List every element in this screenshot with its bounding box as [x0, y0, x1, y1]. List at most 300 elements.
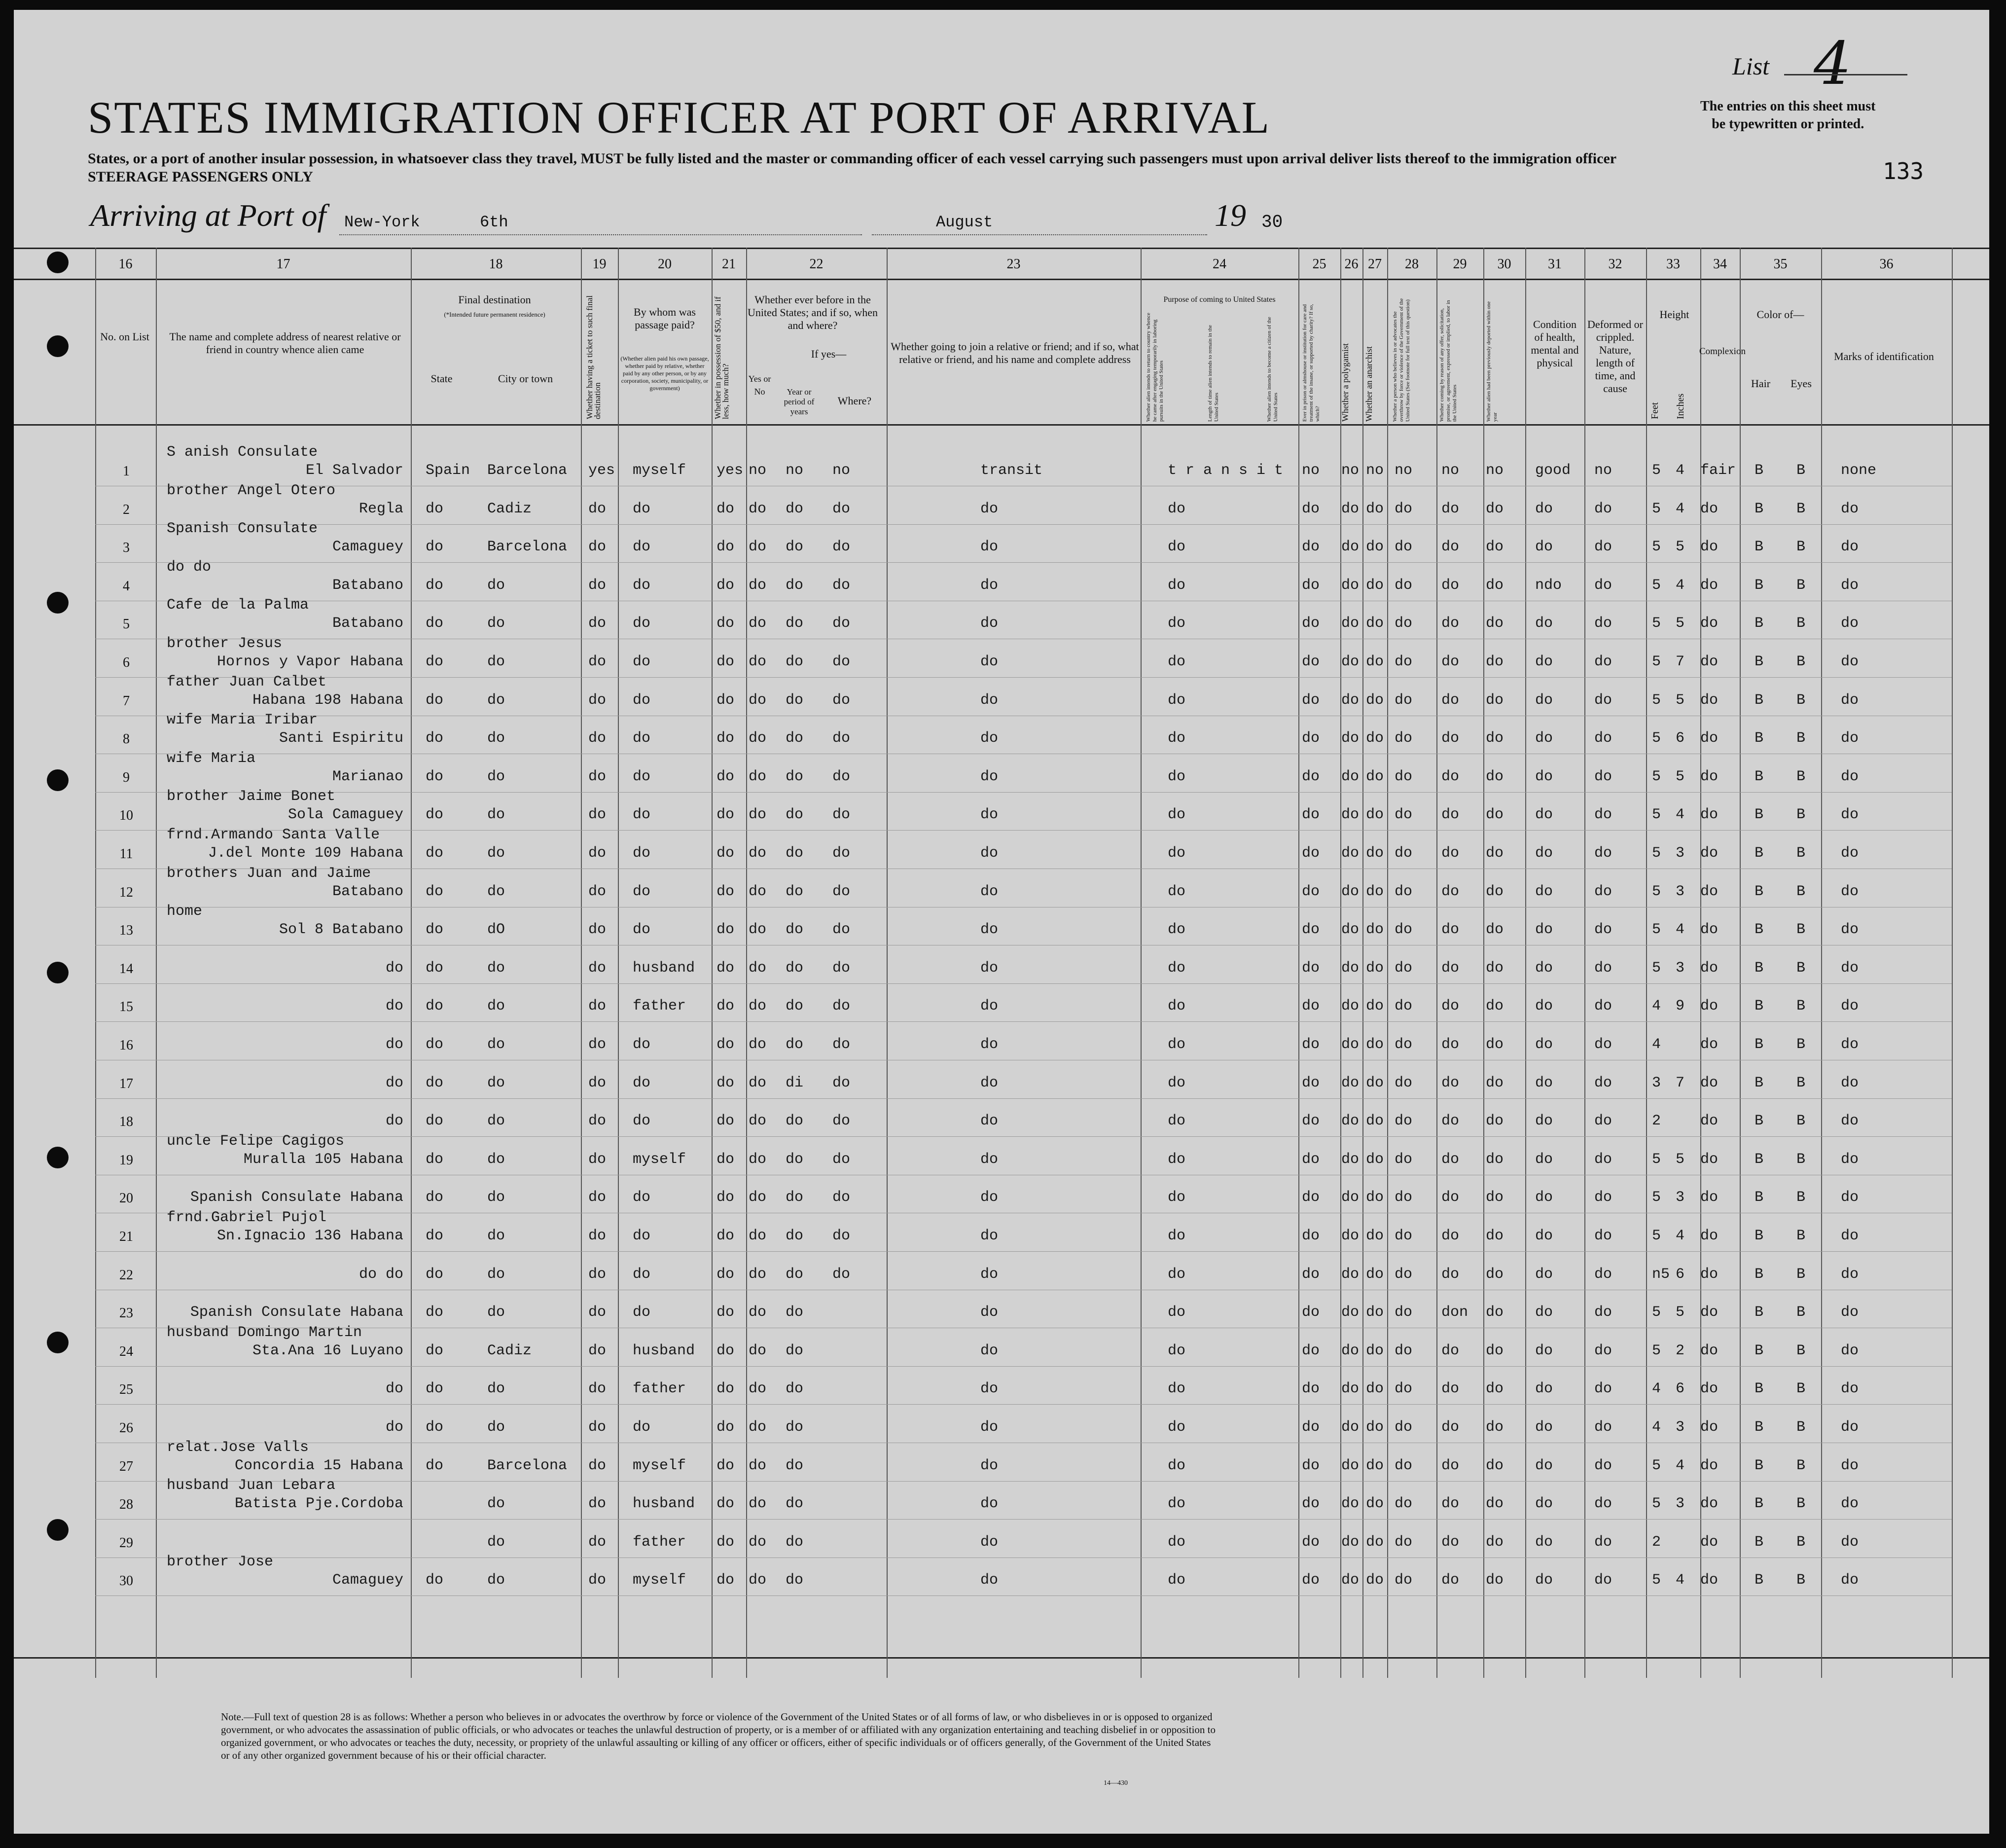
- cell-ticket: do: [588, 1074, 607, 1091]
- row-number: 11: [119, 846, 133, 862]
- cell-yn: do: [749, 921, 767, 939]
- cell-deformed: do: [1594, 959, 1612, 977]
- column-divider: [1141, 248, 1142, 1678]
- cell-q28: do: [1395, 845, 1413, 862]
- cell-city: Barcelona: [487, 462, 568, 479]
- cell-eyes: B: [1796, 959, 1806, 977]
- cell-hair: B: [1755, 653, 1764, 670]
- arrival-year-prefix: 19: [1215, 198, 1246, 233]
- cell-money: do: [716, 998, 735, 1015]
- cell-poly: do: [1341, 500, 1360, 517]
- relative-address: Camaguey: [332, 539, 403, 556]
- cell-purpose: do: [1168, 1113, 1186, 1130]
- relative-address: Habana 198 Habana: [252, 691, 403, 709]
- row-number: 6: [123, 655, 130, 670]
- cell-inches: 3: [1676, 845, 1685, 862]
- cell-deformed: do: [1594, 768, 1612, 785]
- cell-state: do: [426, 577, 444, 594]
- cell-q30: do: [1486, 998, 1504, 1015]
- relative-address: Muralla 105 Habana: [243, 1151, 403, 1168]
- cell-money: yes: [716, 462, 744, 479]
- cell-ticket: do: [588, 921, 607, 939]
- cell-q30: do: [1486, 1189, 1504, 1206]
- cell-health: good: [1535, 462, 1571, 479]
- cell-prison: do: [1302, 730, 1320, 747]
- cell-city: do: [487, 959, 505, 977]
- cell-deformed: do: [1594, 1189, 1612, 1206]
- header-state: State: [430, 372, 453, 385]
- cell-purpose: do: [1168, 691, 1186, 709]
- cell-city: do: [487, 1304, 505, 1321]
- cell-marks: do: [1841, 1189, 1859, 1206]
- cell-eyes: B: [1796, 1304, 1806, 1321]
- relative-address: Camaguey: [332, 1572, 403, 1589]
- binder-hole: [47, 335, 69, 357]
- cell-q28: do: [1395, 1304, 1413, 1321]
- row-divider: [95, 677, 1952, 678]
- cell-inches: 4: [1676, 1228, 1685, 1244]
- cell-poly: do: [1341, 577, 1360, 594]
- relative-address: Sta.Ana 16 Luyano: [252, 1342, 403, 1359]
- cell-join: do: [980, 1074, 999, 1091]
- cell-state: do: [426, 806, 444, 824]
- cell-yn: do: [749, 1228, 767, 1244]
- cell-city: do: [487, 615, 505, 632]
- cell-join: do: [980, 1419, 999, 1436]
- header-hair: Hair: [1751, 377, 1771, 390]
- cell-yn: do: [749, 1151, 767, 1168]
- cell-where: do: [832, 845, 851, 862]
- header-yes-or-no: Yes or No: [748, 374, 771, 397]
- cell-q28: do: [1395, 1572, 1413, 1589]
- cell-money: do: [716, 1189, 735, 1206]
- cell-anar: do: [1366, 1533, 1384, 1551]
- cell-q30: do: [1486, 845, 1504, 862]
- cell-eyes: B: [1796, 1189, 1806, 1206]
- column-number: 36: [1879, 256, 1894, 272]
- header-question-28: Whether a person who believes in or advocates the overthrow by force or violence of the Government of the United States (See footnote for full text of this question): [1392, 298, 1411, 422]
- column-divider: [1525, 248, 1526, 1678]
- row-divider: [95, 792, 1952, 793]
- cell-paid: do: [633, 768, 651, 785]
- column-number: 29: [1453, 256, 1467, 272]
- cell-paid: do: [633, 653, 651, 670]
- cell-feet: 5: [1652, 959, 1661, 977]
- cell-q28: do: [1395, 500, 1413, 517]
- cell-poly: do: [1341, 998, 1360, 1015]
- cell-poly: do: [1341, 539, 1360, 556]
- cell-period: do: [786, 1266, 804, 1283]
- cell-deformed: do: [1594, 1495, 1612, 1513]
- cell-paid: do: [633, 806, 651, 824]
- relative-address: do: [385, 1036, 403, 1053]
- cell-money: do: [716, 1380, 735, 1398]
- cell-marks: do: [1841, 1457, 1859, 1474]
- cell-deformed: do: [1594, 998, 1612, 1015]
- cell-q29: do: [1441, 1572, 1460, 1589]
- cell-purpose: do: [1168, 653, 1186, 670]
- cell-yn: do: [749, 539, 767, 556]
- cell-complexion: do: [1700, 998, 1719, 1015]
- cell-q30: do: [1486, 653, 1504, 670]
- cell-complexion: do: [1700, 883, 1719, 900]
- cell-money: do: [716, 845, 735, 862]
- cell-period: do: [786, 998, 804, 1015]
- cell-q30: do: [1486, 768, 1504, 785]
- cell-poly: do: [1341, 1304, 1360, 1321]
- cell-anar: do: [1366, 539, 1384, 556]
- cell-q29: do: [1441, 1113, 1460, 1130]
- cell-eyes: B: [1796, 1151, 1806, 1168]
- cell-eyes: B: [1796, 1342, 1806, 1359]
- cell-yn: do: [749, 959, 767, 977]
- column-number: 34: [1713, 256, 1727, 272]
- cell-deformed: do: [1594, 1113, 1612, 1130]
- cell-ticket: do: [588, 500, 607, 517]
- cell-deformed: do: [1594, 1266, 1612, 1283]
- cell-q29: do: [1441, 1457, 1460, 1474]
- cell-q30: do: [1486, 1380, 1504, 1398]
- cell-yn: do: [749, 768, 767, 785]
- header-deformed: Deformed or crippled. Nature, length of time, and cause: [1587, 318, 1643, 395]
- cell-inches: 4: [1676, 921, 1685, 939]
- typewritten-note-line-1: The entries on this sheet must: [1700, 99, 1876, 114]
- column-divider: [887, 248, 888, 1678]
- cell-anar: do: [1366, 845, 1384, 862]
- relative-name: brother Jesus: [167, 635, 283, 652]
- cell-where: do: [832, 615, 851, 632]
- cell-health: do: [1535, 1228, 1553, 1244]
- cell-feet: 2: [1652, 1113, 1661, 1130]
- column-number: 33: [1666, 256, 1680, 272]
- header-relative-address: The name and complete address of nearest relative or friend in country whence alien came: [169, 330, 401, 356]
- list-underline: [1784, 74, 1907, 75]
- cell-feet: 5: [1652, 806, 1661, 824]
- cell-yn: do: [749, 1533, 767, 1551]
- cell-q28: do: [1395, 615, 1413, 632]
- header-rule-numbers: [14, 279, 1989, 280]
- cell-ticket: do: [588, 998, 607, 1015]
- cell-q28: do: [1395, 768, 1413, 785]
- cell-prison: do: [1302, 1380, 1320, 1398]
- list-label: List: [1732, 52, 1770, 80]
- cell-prison: do: [1302, 1419, 1320, 1436]
- cell-health: do: [1535, 691, 1553, 709]
- cell-state: do: [426, 1266, 444, 1283]
- cell-feet: n5: [1652, 1266, 1670, 1283]
- relative-name: wife Maria Iribar: [167, 712, 318, 729]
- cell-period: do: [786, 1036, 804, 1053]
- relative-name: relat.Jose Valls: [167, 1439, 309, 1456]
- cell-q28: do: [1395, 1533, 1413, 1551]
- cell-city: do: [487, 1036, 505, 1053]
- relative-address: do: [385, 998, 403, 1015]
- cell-state: do: [426, 1228, 444, 1244]
- cell-q28: do: [1395, 577, 1413, 594]
- column-number: 28: [1405, 256, 1419, 272]
- cell-hair: B: [1755, 1266, 1764, 1283]
- cell-yn: do: [749, 998, 767, 1015]
- relative-name: wife Maria: [167, 750, 256, 767]
- cell-prison: do: [1302, 959, 1320, 977]
- cell-health: do: [1535, 1457, 1553, 1474]
- cell-join: do: [980, 500, 999, 517]
- cell-ticket: do: [588, 1419, 607, 1436]
- cell-complexion: do: [1700, 921, 1719, 939]
- cell-hair: B: [1755, 1495, 1764, 1513]
- row-divider: [95, 1366, 1952, 1367]
- immigration-manifest-sheet: [14, 10, 1989, 1834]
- cell-city: do: [487, 768, 505, 785]
- cell-period: do: [786, 1572, 804, 1589]
- cell-marks: do: [1841, 577, 1859, 594]
- cell-hair: B: [1755, 1342, 1764, 1359]
- row-divider: [95, 1595, 1952, 1596]
- cell-complexion: do: [1700, 1495, 1719, 1513]
- cell-hair: B: [1755, 1533, 1764, 1551]
- cell-where: no: [832, 462, 851, 479]
- cell-health: do: [1535, 1304, 1553, 1321]
- cell-marks: do: [1841, 1380, 1859, 1398]
- cell-q30: do: [1486, 959, 1504, 977]
- cell-inches: 5: [1676, 615, 1685, 632]
- cell-anar: do: [1366, 730, 1384, 747]
- cell-deformed: do: [1594, 921, 1612, 939]
- cell-money: do: [716, 1304, 735, 1321]
- cell-purpose: do: [1168, 1151, 1186, 1168]
- cell-complexion: do: [1700, 1151, 1719, 1168]
- cell-anar: do: [1366, 1572, 1384, 1589]
- cell-health: do: [1535, 1266, 1553, 1283]
- cell-marks: do: [1841, 1036, 1859, 1053]
- cell-anar: do: [1366, 883, 1384, 900]
- cell-q28: do: [1395, 1113, 1413, 1130]
- cell-marks: do: [1841, 1151, 1859, 1168]
- row-number: 16: [119, 1038, 133, 1053]
- relative-address: Sola Camaguey: [287, 806, 403, 824]
- cell-city: do: [487, 1266, 505, 1283]
- cell-complexion: do: [1700, 768, 1719, 785]
- cell-state: do: [426, 1151, 444, 1168]
- cell-q29: do: [1441, 1151, 1460, 1168]
- cell-marks: do: [1841, 1304, 1859, 1321]
- cell-ticket: do: [588, 615, 607, 632]
- cell-hair: B: [1755, 1457, 1764, 1474]
- cell-eyes: B: [1796, 577, 1806, 594]
- column-divider: [1298, 248, 1299, 1678]
- cell-health: do: [1535, 1342, 1553, 1359]
- cell-join: do: [980, 998, 999, 1015]
- cell-inches: 5: [1676, 1304, 1685, 1321]
- cell-complexion: do: [1700, 1036, 1719, 1053]
- cell-inches: 4: [1676, 1457, 1685, 1474]
- cell-feet: 5: [1652, 1495, 1661, 1513]
- cell-q28: do: [1395, 1151, 1413, 1168]
- cell-purpose: t r a n s i t: [1168, 462, 1284, 479]
- cell-city: do: [487, 1228, 505, 1244]
- header-rule-top: [14, 248, 1989, 249]
- cell-health: do: [1535, 1151, 1553, 1168]
- cell-city: do: [487, 1572, 505, 1589]
- row-number: 25: [119, 1382, 133, 1398]
- relative-name: Cafe de la Palma: [167, 597, 309, 614]
- relative-name: frnd.Gabriel Pujol: [167, 1209, 327, 1226]
- cell-anar: do: [1366, 1151, 1384, 1168]
- cell-eyes: B: [1796, 1533, 1806, 1551]
- cell-feet: 5: [1652, 577, 1661, 594]
- cell-complexion: do: [1700, 1074, 1719, 1091]
- cell-prison: do: [1302, 1036, 1320, 1053]
- subtitle-line-2: STEERAGE PASSENGERS ONLY: [88, 169, 313, 185]
- column-divider: [1646, 248, 1647, 1678]
- cell-feet: 5: [1652, 1572, 1661, 1589]
- cell-feet: 5: [1652, 691, 1661, 709]
- cell-marks: do: [1841, 730, 1859, 747]
- cell-purpose: do: [1168, 768, 1186, 785]
- cell-feet: 5: [1652, 883, 1661, 900]
- header-ticket: Whether having a ticket to such final destination: [585, 295, 602, 419]
- header-before-us: Whether ever before in the United States; and if so, when and where?: [748, 293, 878, 331]
- cell-money: do: [716, 1036, 735, 1053]
- cell-feet: 5: [1652, 921, 1661, 939]
- cell-complexion: do: [1700, 615, 1719, 632]
- cell-paid: do: [633, 1419, 651, 1436]
- cell-paid: husband: [633, 959, 695, 977]
- cell-complexion: do: [1700, 845, 1719, 862]
- cell-city: do: [487, 691, 505, 709]
- cell-paid: do: [633, 921, 651, 939]
- binder-hole: [47, 769, 69, 791]
- cell-prison: no: [1302, 462, 1320, 479]
- header-prison: Ever in prison or almshouse or institution for care and treatment of the insane, or supported by charity? If so, which?: [1302, 304, 1321, 422]
- arrival-year-suffix: 30: [1261, 212, 1283, 232]
- relative-name: brother Angel Otero: [167, 482, 336, 499]
- relative-name: uncle Felipe Cagigos: [167, 1132, 345, 1150]
- cell-feet: 5: [1652, 1342, 1661, 1359]
- cell-feet: 5: [1652, 768, 1661, 785]
- row-number: 2: [123, 502, 130, 517]
- cell-poly: do: [1341, 1572, 1360, 1589]
- cell-hair: B: [1755, 730, 1764, 747]
- relative-address: Spanish Consulate Habana: [190, 1189, 403, 1206]
- cell-paid: do: [633, 1266, 651, 1283]
- header-final-destination: Final destination: [458, 293, 531, 306]
- cell-yn: no: [749, 462, 767, 479]
- header-passage-paid-note: (Whether alien paid his own passage, whether paid by relative, whether paid by any other person, or by any corporation, society, municipality, or government): [620, 355, 709, 392]
- cell-feet: 5: [1652, 845, 1661, 862]
- cell-marks: do: [1841, 1074, 1859, 1091]
- cell-period: do: [786, 577, 804, 594]
- column-number: 21: [722, 256, 736, 272]
- row-divider: [95, 1098, 1952, 1099]
- cell-purpose: do: [1168, 1572, 1186, 1589]
- cell-yn: do: [749, 1266, 767, 1283]
- cell-q28: do: [1395, 1189, 1413, 1206]
- cell-q30: do: [1486, 883, 1504, 900]
- cell-deformed: do: [1594, 806, 1612, 824]
- cell-join: do: [980, 691, 999, 709]
- cell-paid: father: [633, 1380, 686, 1398]
- date-underline: [872, 234, 1207, 235]
- cell-feet: 5: [1652, 730, 1661, 747]
- cell-marks: do: [1841, 959, 1859, 977]
- cell-money: do: [716, 1151, 735, 1168]
- cell-feet: 4: [1652, 1036, 1661, 1053]
- row-number: 22: [119, 1267, 133, 1283]
- row-number: 5: [123, 616, 130, 632]
- cell-anar: do: [1366, 1266, 1384, 1283]
- relative-address: J.del Monte 109 Habana: [208, 845, 403, 862]
- cell-period: do: [786, 1228, 804, 1244]
- column-divider: [712, 248, 713, 1678]
- cell-prison: do: [1302, 921, 1320, 939]
- binder-hole: [47, 1147, 69, 1168]
- cell-ticket: do: [588, 845, 607, 862]
- cell-period: do: [786, 1380, 804, 1398]
- relative-name: do do: [167, 558, 212, 576]
- cell-q28: do: [1395, 959, 1413, 977]
- cell-marks: do: [1841, 768, 1859, 785]
- column-divider: [1821, 248, 1822, 1678]
- cell-health: do: [1535, 1113, 1553, 1130]
- cell-paid: do: [633, 577, 651, 594]
- cell-ticket: do: [588, 806, 607, 824]
- cell-q30: do: [1486, 1266, 1504, 1283]
- cell-ticket: do: [588, 1342, 607, 1359]
- cell-period: do: [786, 1533, 804, 1551]
- cell-anar: do: [1366, 615, 1384, 632]
- cell-purpose: do: [1168, 883, 1186, 900]
- cell-q29: do: [1441, 1074, 1460, 1091]
- cell-ticket: do: [588, 883, 607, 900]
- cell-q30: do: [1486, 1572, 1504, 1589]
- cell-join: do: [980, 730, 999, 747]
- cell-period: do: [786, 768, 804, 785]
- cell-purpose: do: [1168, 1228, 1186, 1244]
- cell-purpose: do: [1168, 1495, 1186, 1513]
- cell-poly: do: [1341, 921, 1360, 939]
- cell-q28: do: [1395, 806, 1413, 824]
- row-divider: [95, 1021, 1952, 1022]
- cell-state: do: [426, 1419, 444, 1436]
- cell-paid: do: [633, 1036, 651, 1053]
- cell-anar: do: [1366, 1113, 1384, 1130]
- cell-state: do: [426, 539, 444, 556]
- cell-paid: do: [633, 730, 651, 747]
- cell-poly: do: [1341, 1457, 1360, 1474]
- cell-eyes: B: [1796, 998, 1806, 1015]
- cell-feet: 5: [1652, 1228, 1661, 1244]
- cell-eyes: B: [1796, 1074, 1806, 1091]
- cell-poly: do: [1341, 1189, 1360, 1206]
- cell-poly: do: [1341, 1495, 1360, 1513]
- cell-poly: do: [1341, 615, 1360, 632]
- cell-join: do: [980, 959, 999, 977]
- cell-poly: no: [1341, 462, 1360, 479]
- cell-purpose: do: [1168, 1457, 1186, 1474]
- cell-q30: do: [1486, 577, 1504, 594]
- cell-health: ndo: [1535, 577, 1562, 594]
- cell-state: do: [426, 768, 444, 785]
- cell-q29: do: [1441, 959, 1460, 977]
- cell-q29: do: [1441, 653, 1460, 670]
- cell-ticket: do: [588, 730, 607, 747]
- row-number: 18: [119, 1114, 133, 1130]
- relative-name: brother Jose: [167, 1554, 274, 1571]
- cell-q30: do: [1486, 1304, 1504, 1321]
- column-number: 35: [1773, 256, 1788, 272]
- cell-q30: do: [1486, 1036, 1504, 1053]
